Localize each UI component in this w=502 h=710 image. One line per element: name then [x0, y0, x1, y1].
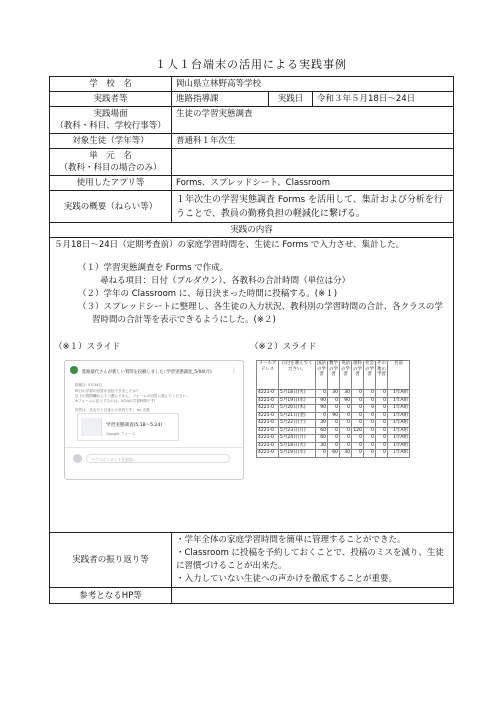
content-intro: ５月18日～24日（定期考査前）の家庭学習時間を、生徒に Forms で入力させ、集計した。	[54, 240, 405, 250]
sheet-cell: 0	[376, 390, 388, 398]
content-item-1: （１）学習実態調査を Forms で作成。	[78, 263, 229, 273]
reflection-item: ・入力していない生徒への声かけを徹底することが重要。	[176, 574, 398, 584]
sheet-header-cell: 理科の学習	[352, 361, 364, 390]
sheet-header-cell: 社会の学習	[364, 361, 376, 390]
sheet-cell: 30	[340, 390, 352, 398]
row-content	[50, 238, 454, 533]
sheet-cell: 0	[340, 442, 352, 450]
sheet-cell: 0	[340, 405, 352, 413]
person-value: 進路指導課	[172, 92, 269, 107]
sheet-cell: 0	[316, 390, 328, 398]
row-person	[50, 92, 454, 107]
sheet-cell: 4221-0	[257, 420, 279, 428]
sheet-cell: 0	[328, 435, 340, 443]
sheet-cell: 0	[364, 405, 376, 413]
sheet-cell: 0	[352, 435, 364, 443]
sheet-cell: 0	[352, 390, 364, 398]
sheet-cell: 4221-0	[257, 405, 279, 413]
unit-value	[172, 149, 454, 176]
sheet-cell: 0	[352, 405, 364, 413]
sheet-row	[257, 450, 410, 458]
sheet-row	[257, 405, 410, 413]
classroom-post-title: 進路最代さんが新しい質問を投稿しました: 学習実態調査_5/04(月)	[82, 370, 212, 375]
sheet-cell: 5月21日(金)	[279, 412, 316, 420]
sheet-cell: 0	[340, 435, 352, 443]
sheet-cell: 0	[316, 450, 328, 458]
sheet-row	[257, 397, 410, 405]
sheet-cell: 90	[328, 412, 340, 420]
scene-label-main: 実践場面	[93, 109, 128, 119]
scene-label-sub: （教科・科目、学校行事等）	[55, 121, 166, 131]
sheet-header-cell: 日付を選んでください。	[279, 361, 316, 390]
sheet-cell: 0	[364, 390, 376, 398]
apps-value: Forms、スプレッドシート、Classroom	[172, 176, 454, 191]
sheet-cell: 5月23日(日)	[279, 427, 316, 435]
sheet-cell: 5月19日(水)	[279, 397, 316, 405]
unit-label-sub: （教科・科目の場合のみ）	[59, 163, 162, 173]
reference-value	[172, 588, 454, 604]
unit-label-main: 単 元 名	[89, 151, 132, 161]
slides-area	[54, 341, 449, 476]
sheet-cell: 0	[328, 397, 340, 405]
sheet-cell: 0	[376, 450, 388, 458]
scene-value: 生徒の学習実態調査	[172, 107, 454, 134]
sheet-cell: 4221-0	[257, 442, 279, 450]
sheet-cell: 1年A組	[388, 412, 410, 420]
sheet-cell: 0	[376, 412, 388, 420]
classroom-post-line-3: ※フォームに記入するのは、5/24の学習時間です!	[75, 399, 156, 403]
reflection-label: 実践者の振り返り等	[50, 533, 172, 588]
practice-table	[49, 76, 454, 604]
form-attachment-title: 学習実態調査(5.18〜5.24)	[106, 423, 163, 428]
unit-label	[50, 149, 172, 176]
sheet-cell: 5月18日(火)	[279, 390, 316, 398]
sheet-header-cell: 国語の学習	[316, 361, 328, 390]
sheet-cell: 0	[364, 427, 376, 435]
sheet-cell: 4221-0	[257, 390, 279, 398]
row-content-heading	[50, 223, 454, 238]
school-value: 岡山県立林野高等学校	[172, 77, 454, 92]
sheet-cell: 0	[328, 427, 340, 435]
sheet-cell: 1年A組	[388, 420, 410, 428]
sheet-cell: 0	[376, 405, 388, 413]
sheet-cell: 5月20日(木)	[279, 405, 316, 413]
reflection-item: ・学年全体の家庭学習時間を簡単に管理することができた。	[176, 535, 406, 545]
sheet-cell: 0	[328, 442, 340, 450]
sheet-cell: 0	[316, 412, 328, 420]
sheet-cell: 0	[328, 420, 340, 428]
classroom-post-line-1: 昨日の学習の回答が送信できましたか?	[75, 389, 139, 393]
sheet-cell: 1年A組	[388, 450, 410, 458]
sheet-header-cell: その他の学習	[376, 361, 388, 390]
sheet-cell: 90	[340, 397, 352, 405]
aim-label: 実践の概要（ねらい等）	[50, 191, 172, 223]
sheet-cell: 5月24日(月)	[279, 435, 316, 443]
row-school	[50, 77, 454, 92]
sheet-header-cell: メールアドレス	[257, 361, 279, 390]
person-label: 実践者等	[50, 92, 172, 107]
row-scene	[50, 107, 454, 134]
sheet-cell: 4221-0	[257, 427, 279, 435]
sheet-cell: 60	[328, 450, 340, 458]
more-options-icon: ⋮	[231, 367, 237, 374]
sheet-cell: 90	[316, 397, 328, 405]
sheet-cell: 0	[340, 412, 352, 420]
content-item-1-sub: 尋ねる項目：日付（プルダウン）、各教科の合計時間（単位は分）	[100, 276, 351, 286]
classroom-post-line-2: 以下の質問欄から１つ選んでから、フォームの回答に進んでください。	[75, 394, 190, 398]
row-unit	[50, 149, 454, 176]
sheet-cell: 60	[316, 427, 328, 435]
sheet-cell: 1年A組	[388, 390, 410, 398]
sheet-cell: 0	[376, 427, 388, 435]
form-thumbnail	[81, 418, 102, 436]
target-value: 普通科１年次生	[172, 134, 454, 149]
content-item-2: （２）学年の Classroom に、毎日決まった時間に投稿する。(※１)	[78, 289, 338, 299]
sheet-cell: 0	[352, 412, 364, 420]
sheet-cell: 0	[352, 442, 364, 450]
classroom-post-icon	[70, 366, 78, 374]
row-aim	[50, 191, 454, 223]
classroom-screenshot	[64, 360, 244, 480]
comment-input[interactable]: クラスにコメントを追加...	[86, 454, 230, 463]
sheet-header-row	[257, 361, 410, 390]
row-target	[50, 134, 454, 149]
sheet-row	[257, 427, 410, 435]
sheet-cell: 30	[340, 450, 352, 458]
sheet-cell: 0	[364, 450, 376, 458]
row-apps	[50, 176, 454, 191]
sheet-cell: 1年A組	[388, 397, 410, 405]
sheet-cell: 0	[376, 397, 388, 405]
sheet-cell: 1年A組	[388, 442, 410, 450]
sheet-cell: 0	[352, 420, 364, 428]
aim-value: １年次生の学習実態調査 Forms を活用して、集計および分析を行うことで、教員の勤務負担の軽減化に繋げる。	[172, 191, 454, 223]
sheet-cell: 0	[364, 442, 376, 450]
spreadsheet-screenshot	[256, 360, 410, 458]
sheet-cell: 0	[376, 442, 388, 450]
content-cell	[50, 238, 454, 533]
sheet-row	[257, 412, 410, 420]
sheet-cell: 4221-0	[257, 450, 279, 458]
form-attachment-type: Google フォーム	[106, 431, 136, 436]
sheet-cell: 4221-0	[257, 435, 279, 443]
sheet-cell: 1年A組	[388, 435, 410, 443]
scene-label	[50, 107, 172, 134]
classroom-post-date: 投稿日: 5月24日	[75, 383, 103, 387]
sheet-header-cell: 英語の学習	[340, 361, 352, 390]
sheet-cell: 0	[364, 420, 376, 428]
sheet-cell: 0	[352, 450, 364, 458]
sheet-cell: 5月18日(火)	[279, 442, 316, 450]
sheet-cell: 5月19日(水)	[279, 450, 316, 458]
sheet-cell: 0	[364, 435, 376, 443]
sheet-cell: 0	[328, 405, 340, 413]
sheet-cell: 0	[376, 435, 388, 443]
date-label: 実践日	[269, 92, 313, 107]
sheet-cell: 30	[328, 390, 340, 398]
date-value: 令和３年５月18日～24日	[313, 92, 454, 107]
slide-1-label: （※１）スライド	[54, 342, 121, 352]
sheet-cell: 90	[316, 405, 328, 413]
content-heading: 実践の内容	[50, 223, 454, 238]
form-attachment-card[interactable]	[77, 413, 179, 441]
sheet-cell: 4221-0	[257, 412, 279, 420]
sheet-cell: 0	[376, 420, 388, 428]
sheet-cell: 1年A組	[388, 405, 410, 413]
sheet-cell: 30	[316, 442, 328, 450]
sheet-header-cell: 名前	[388, 361, 410, 390]
reflection-item: ・Classroom に投稿を予約しておくことで、投稿のミスを減り、生徒に習慣づけることが出来た。	[176, 548, 444, 571]
sheet-cell: 120	[353, 427, 362, 433]
sheet-header-cell: 数学の学習	[328, 361, 340, 390]
sheet-cell: 4221-0	[257, 397, 279, 405]
reference-label: 参考となるHP等	[50, 588, 172, 604]
divider	[65, 447, 243, 448]
page-title: １人１台端末の活用による実践事例	[155, 58, 347, 71]
sheet-cell: 0	[340, 420, 352, 428]
row-reflection	[50, 533, 454, 588]
sheet-cell: 30	[316, 420, 328, 428]
slide-2-label: （※２）スライド	[250, 342, 317, 352]
sheet-row	[257, 442, 410, 450]
sheet-cell: 0	[340, 427, 352, 435]
avatar	[73, 454, 82, 463]
sheet-cell: 0	[352, 397, 364, 405]
reflection-list	[172, 533, 454, 588]
sheet-cell: 60	[316, 435, 328, 443]
target-label: 対象生徒（学年等）	[50, 134, 172, 149]
row-reference	[50, 588, 454, 604]
sheet-cell: 5月22日(土)	[279, 420, 316, 428]
classroom-post-line-4: 回答は、あなたと自身との共有です。 by 吉重	[75, 408, 150, 412]
sheet-cell: 0	[364, 412, 376, 420]
content-item-3: （３）スプレッドシートに整理し、各生徒の入力状況、教科別の学習時間の合計、各クラスの学習時間の合計等を表示できるようにした。(※２)	[78, 302, 443, 325]
sheet-row	[257, 390, 410, 398]
sheet-row	[257, 420, 410, 428]
school-label: 学 校 名	[50, 77, 172, 92]
sheet-cell: 0	[364, 397, 376, 405]
sheet-cell: 1年A組	[388, 427, 410, 435]
sheet-row	[257, 435, 410, 443]
apps-label: 使用したアプリ等	[50, 176, 172, 191]
